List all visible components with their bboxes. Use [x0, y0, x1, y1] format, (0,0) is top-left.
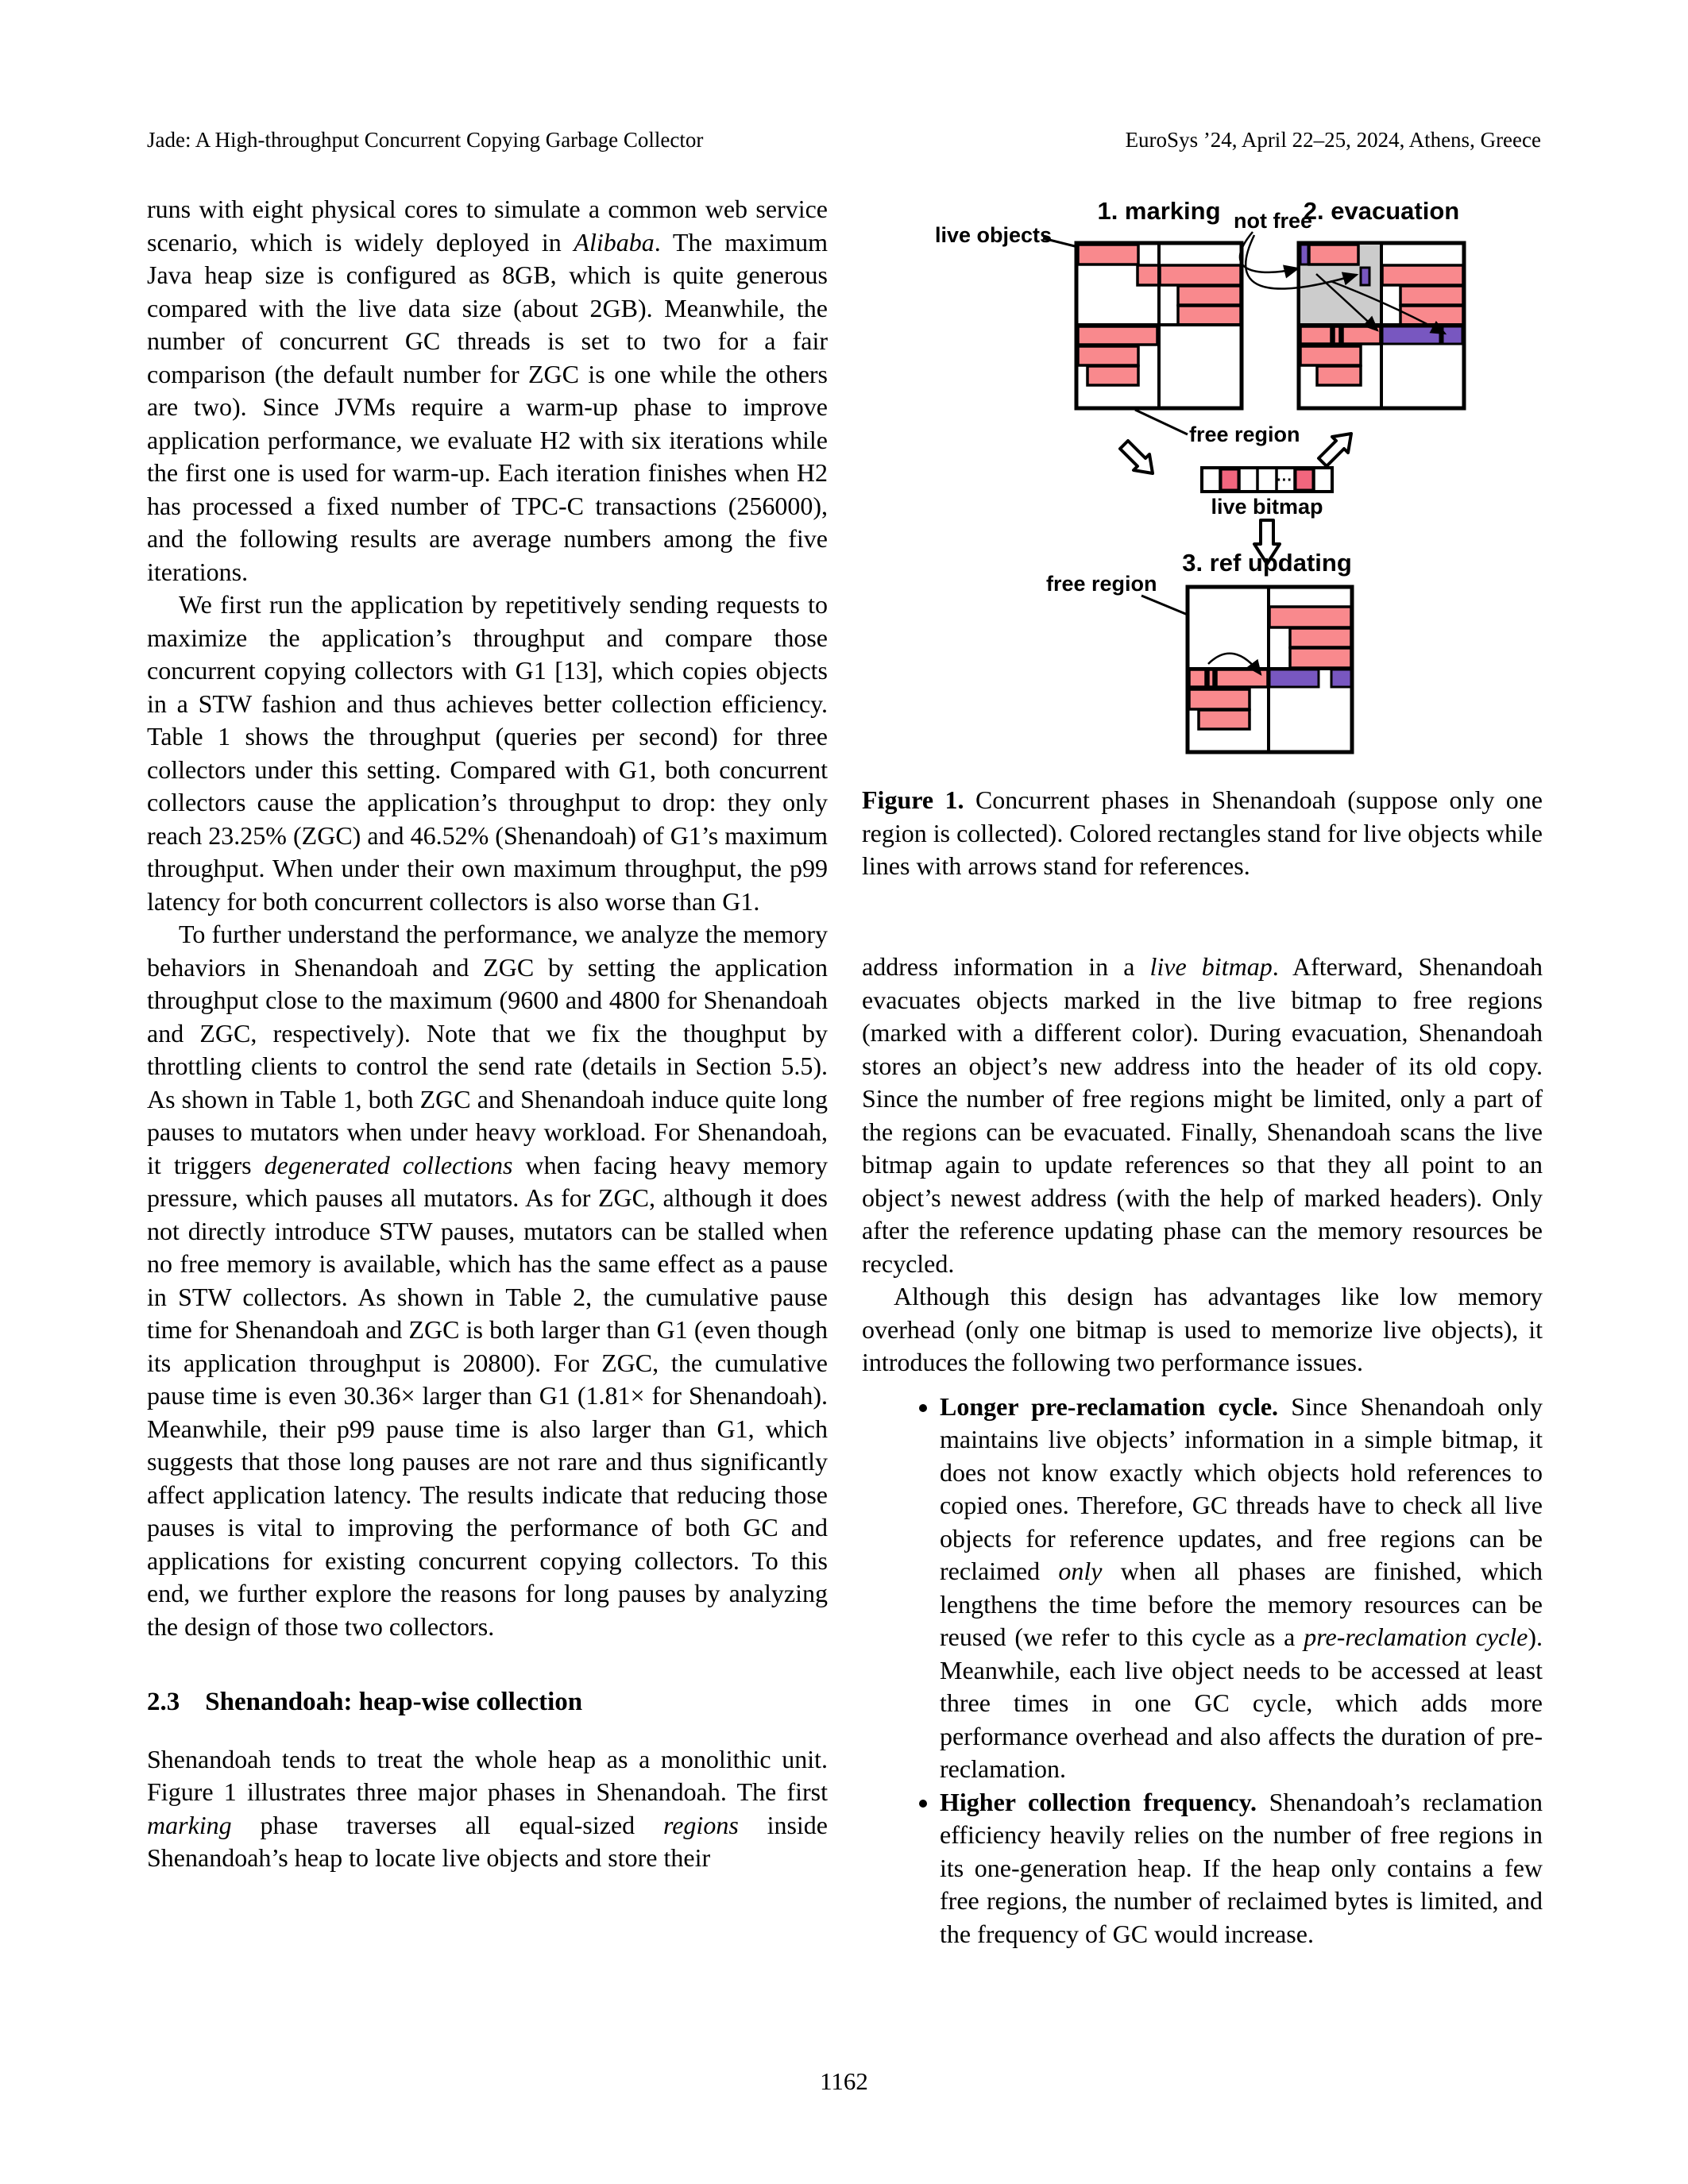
body-paragraph: To further understand the performance, we analyze the memory behaviors in Shenandoah and ZGC by setting the application throughput close to the maximum (9600 and 4800 for Shenandoah and ZGC, respectively). Note that we fix the thoughput by throttling clients to control the send rate (details in Section 5.5). As shown in Table 1, both ZGC and Shenandoah induce quite long pauses to mutators when under heavy workload. For Shenandoah, it triggers degenerated collections when facing heavy memory pressure, which pauses all mutators. As for ZGC, although it does not directly introduce STW pauses, mutators can be stalled when no free memory is available, which has the same effect as a pause in STW collectors. As shown in Table 2, the cumulative pause time for Shenandoah and ZGC is both larger than G1 (even though its application throughput is 20800). For ZGC, the cumulative pause time is even 30.36× larger than G1 (1.81× for Shenandoah). Meanwhile, their p99 pause time is also larger than G1, which suggests that those long pauses are not rare and thus significantly affect application latency. The results indicate that reducing those pauses is vital to improving the performance of both GC and applications for existing concurrent copying collectors. To this end, we further explore the reasons for long pauses by analyzing the design of those two collectors.	[147, 920, 829, 1641]
heap-marking-diagram	[1076, 243, 1242, 408]
phase1-label: 1. marking	[1097, 197, 1221, 225]
figure1	[862, 199, 1545, 764]
body-paragraph: address information in a live bitmap. Afterward, Shenandoah evacuates objects marked in the live bitmap to free regions (marked with a different color). During evacuation, Shenandoah stores an object’s new address into the header of its old copy. Since the number of free regions might be limited, only a part of the regions can be evacuated. Finally, Shenandoah scans the live bitmap again to update references so that they all point to an object’s newest address (with the help of marked headers). Only after the reference updating phase can the memory resources be recycled.	[862, 952, 1543, 1278]
right-column	[862, 951, 1543, 1951]
running-head-venue: EuroSys ’24, April 22–25, 2024, Athens, Greece	[1125, 128, 1541, 152]
flow-arrow-down-right	[1120, 441, 1153, 473]
section-heading	[147, 1686, 828, 1719]
body-paragraph: Shenandoah tends to treat the whole heap as a monolithic unit. Figure 1 illustrates three major phases in Shenandoah. The first marking phase traverses all equal-sized regions inside Shenandoah’s heap to locate live objects and store their	[147, 1744, 829, 1872]
running-head-title: Jade: A High-throughput Concurrent Copying Garbage Collector	[147, 128, 704, 152]
live-objects-label: live objects	[935, 223, 1053, 247]
heap-ref-updating-diagram	[1188, 587, 1352, 752]
free-region-leader-line	[1135, 410, 1188, 434]
figure1-diagram	[862, 199, 1545, 764]
heap-evacuation-diagram	[1299, 243, 1464, 408]
flow-arrow-down	[1254, 520, 1280, 564]
free-region-leader-line	[1141, 596, 1188, 615]
body-paragraph: runs with eight physical cores to simulate a common web service scenario, which is widely deployed in Alibaba. The maximum Java heap size is configured as 8GB, which is quite generous compared with the live data size (about 2GB). Meanwhile, the number of concurrent GC threads is set to two for a fair comparison (the default number for ZGC is one while the others are two). Since JVMs require a warm-up phase to improve application performance, we evaluate H2 with six iterations while the first one is used for warm-up. Each iteration finishes when H2 has processed a fixed number of TPC-C transactions (256000), and the following results are average numbers among the five iterations.	[147, 195, 829, 586]
page-number: 1162	[820, 2067, 868, 2095]
bullet-item: • Longer pre-reclamation cycle. Since Shenandoah only maintains live objects’ information in a simple bitmap, it does not know exactly which objects hold references to copied ones. Therefore, GC threads have to check all live objects for reference updates, and free regions can be reclaimed only when all phases are finished, which lengthens the time before the memory resources can be reused (we refer to this cycle as a pre-reclamation cycle). Meanwhile, each live object needs to be accessed at least three times in one GC cycle, which adds more performance overhead and also affects the duration of pre-reclamation.	[940, 1391, 1543, 1786]
section-title: Shenandoah: heap-wise collection	[205, 1688, 583, 1716]
body-paragraph: We first run the application by repetitively sending requests to maximize the application’s throughput and compare those concurrent copying collectors with G1 [13], which copies objects in a STW fashion and thus achieves better collection efficiency. Table 1 shows the throughput (queries per second) for three collectors under this setting. Compared with G1, both concurrent collectors cause the application’s throughput to drop: they only reach 23.25% (ZGC) and 46.52% (Shenandoah) of G1’s maximum throughput. When under their own maximum throughput, the p99 latency for both concurrent collectors is also worse than G1.	[147, 590, 828, 916]
phase3-label: 3. ref updating	[1182, 549, 1352, 577]
section-number: 2.3	[147, 1688, 180, 1716]
flow-arrow-up-right	[1319, 434, 1351, 466]
issues-bullet-list	[862, 1391, 1543, 1951]
live-objects-leader-line	[1043, 238, 1078, 247]
free-region-label: free region	[1046, 572, 1157, 596]
not-free-arrow	[1240, 232, 1298, 272]
left-column	[147, 193, 828, 1875]
free-region-label: free region	[1189, 423, 1300, 446]
live-bitmap-strip	[1202, 468, 1332, 492]
figure1-caption: Figure 1. Concurrent phases in Shenandoah (suppose only one region is collected). Colored rectangles stand for live objects while lines with arrows stand for references.	[862, 785, 1543, 880]
phase2-label: 2. evacuation	[1303, 197, 1460, 225]
body-paragraph: Although this design has advantages like low memory overhead (only one bitmap is used to memorize live objects), it introduces the following two performance issues.	[862, 1282, 1543, 1376]
bitmap-ellipsis: ···	[1277, 472, 1292, 489]
live-bitmap-label: live bitmap	[1211, 495, 1323, 519]
bullet-item: • Higher collection frequency. Shenandoah’s reclamation efficiency heavily relies on the number of free regions in its one-generation heap. If the heap only contains a few free regions, the number of reclaimed bytes is limited, and the frequency of GC would increase.	[940, 1786, 1543, 1951]
not-free-label: not free	[1234, 209, 1313, 233]
